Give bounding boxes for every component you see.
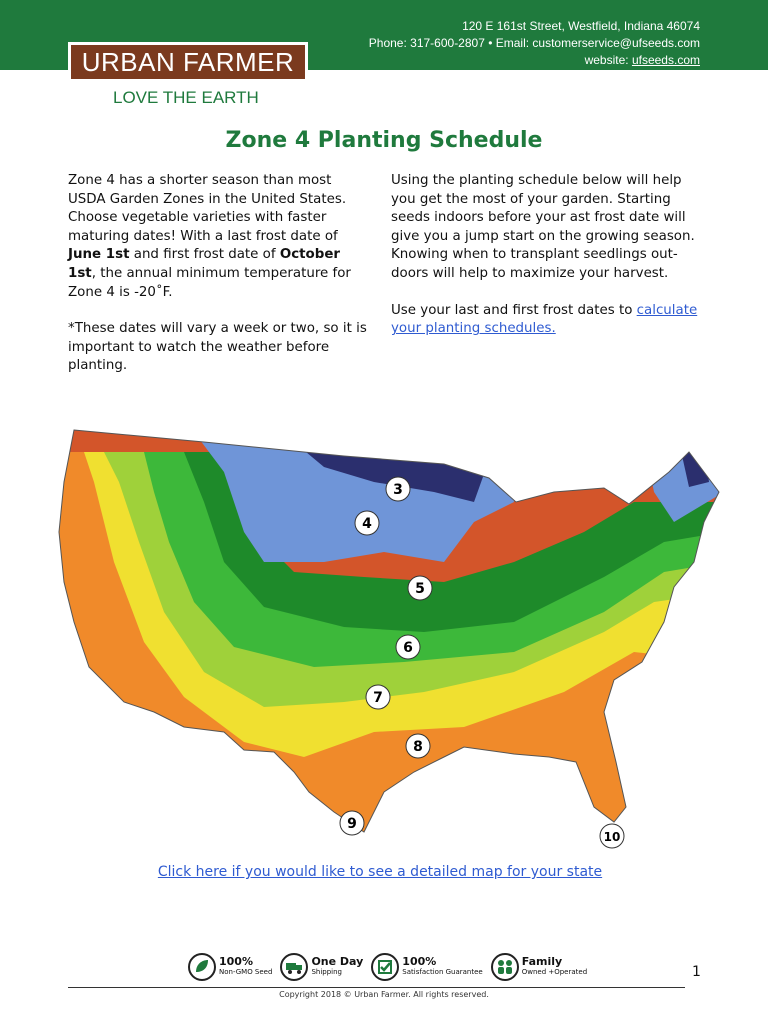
schedule-paragraph: Using the planting schedule below will help you get the most of your garden. Starting seeds indoors before your ast frost date will give you a jump start on the growing season. Knowing when to transplant seedlings out-doors will help to maximize your harvest. [391,173,695,281]
truck-icon [280,953,308,981]
dates-note: *These dates will vary a week or two, so it is important to watch the weather before planting. [68,321,367,374]
svg-text:3: 3 [393,482,403,498]
last-frost-date: June 1st [68,247,130,263]
usda-zone-map[interactable] [44,412,724,872]
leaf-icon [188,953,216,981]
svg-text:4: 4 [362,516,372,532]
page-number: 1 [692,964,701,980]
contact-info [369,18,700,69]
check-icon [371,953,399,981]
intro-left [68,172,368,394]
zone-6-marker [396,635,420,659]
address: 120 E 161st Street, Westfield, Indiana 46074 [462,19,700,33]
svg-text:9: 9 [347,816,357,832]
calculate-link[interactable]: calculate your planting schedules. [391,302,698,337]
badge-shipping: One Day Shipping [280,953,363,981]
svg-text:8: 8 [413,739,423,755]
website-label: website: [584,53,629,67]
calculate-paragraph: Use your last and first frost dates to calculate your planting schedules. [391,302,698,337]
svg-text:5: 5 [415,581,425,597]
first-frost-date: October 1st [68,247,341,281]
phone-email: Phone: 317-600-2807 • Email: customerservice@ufseeds.com [368,36,700,50]
zone-7-marker [366,685,390,709]
page-title: Zone 4 Planting Schedule [225,128,543,153]
badge-family: Family Owned +Operated [491,953,587,981]
badge-non-gmo: 100% Non-GMO Seed [188,953,272,981]
logo[interactable] [68,42,308,82]
logo-text: URBAN FARMER [81,46,295,77]
zone-5-marker [408,576,432,600]
zone-4-marker [355,511,379,535]
zone-9-marker [340,811,364,835]
copyright: Copyright 2018 © Urban Farmer. All rights reserved. [279,990,489,999]
website-link[interactable]: ufseeds.com [631,53,700,67]
intro-paragraph: Zone 4 has a shorter season than most USDA Garden Zones in the United States. Choose vegetable varieties with faster maturing dates! With a last frost date of June 1st and first frost date of October 1st, the annual minimum temperature for Zone 4 is -20˚F. [68,173,351,300]
website-line [369,52,700,69]
trust-badges [188,953,587,981]
footer-divider [68,987,685,988]
svg-text:10: 10 [603,830,621,844]
zone-3-marker [386,477,410,501]
intro-right [391,172,709,357]
zone-regions [44,412,724,872]
svg-text:6: 6 [403,640,413,656]
map-link-row [0,864,760,880]
tagline: LOVE THE EARTH [113,88,259,107]
badge-guarantee: 100% Satisfaction Guarantee [371,953,482,981]
zone-8-marker [406,734,430,758]
zone-10-marker [600,824,624,848]
svg-text:7: 7 [373,690,383,706]
family-icon [491,953,519,981]
detailed-map-link[interactable]: Click here if you would like to see a detailed map for your state [157,864,603,880]
